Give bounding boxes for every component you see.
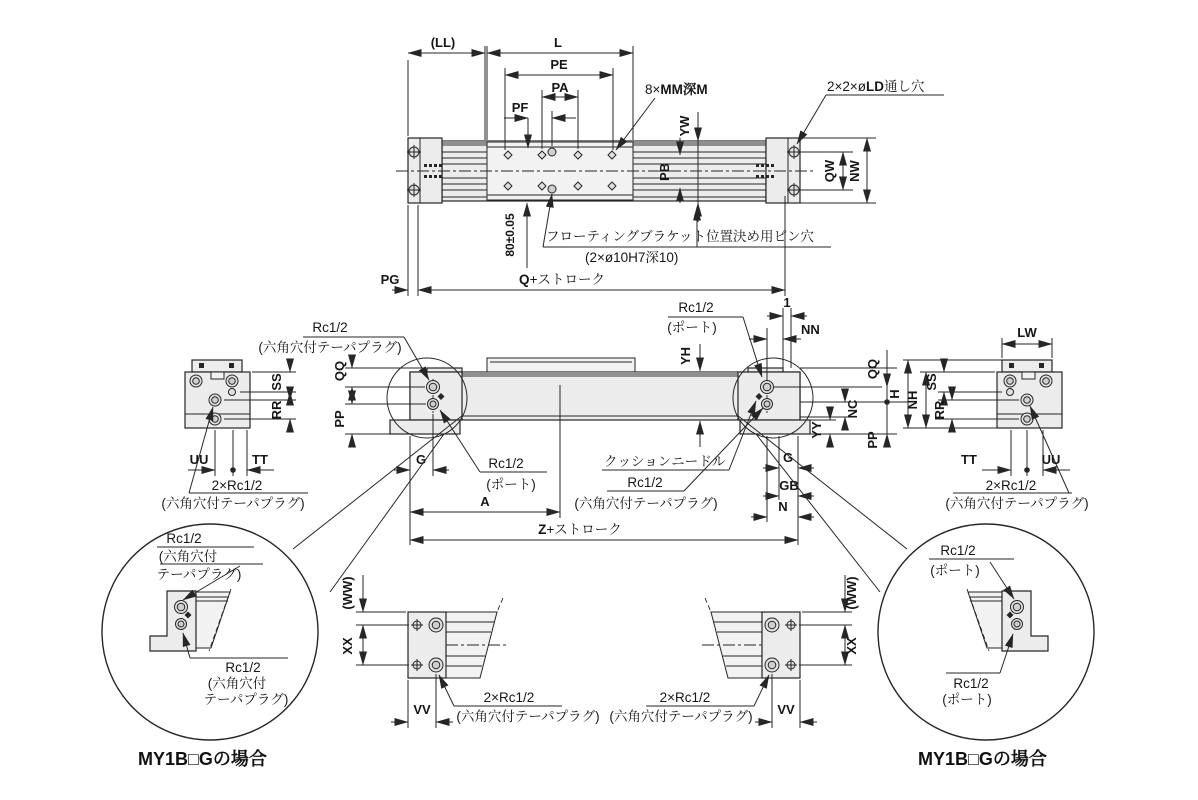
dim-label-ss-right: SS (924, 373, 939, 391)
pin-hole-label-line2: (2×ø10H7深10) (585, 250, 679, 265)
dim-label-1: 1 (783, 295, 791, 310)
detail-right-body-slice (968, 592, 1002, 648)
dim-label-h: H (887, 389, 902, 399)
plug-label-top-left-2: (六角穴付テーパプラグ) (258, 340, 402, 355)
dim-label-a: A (480, 494, 490, 509)
dim-label-z-stroke (538, 522, 622, 537)
dim-label-xx-right: XX (844, 637, 859, 655)
dim-label-g-right: G (782, 450, 794, 465)
detail-left-bottom-label-3: テーパプラグ) (203, 692, 289, 707)
detail-left-top-label-3: テーパプラグ) (156, 567, 242, 582)
detail-right-caption: MY1B□Gの場合 (918, 749, 1047, 769)
plug-label-top-left-1: Rc1/2 (312, 320, 348, 335)
dim-label-xx-left: XX (340, 637, 355, 655)
dim-label-vv-right: VV (777, 702, 795, 717)
dim-z-rest: +ストローク (546, 522, 622, 537)
bottom-right-view (609, 575, 859, 728)
dim-label-lw: LW (1017, 325, 1037, 340)
dim-label-qw: QW (822, 159, 837, 183)
dim-z-bold: Z (538, 522, 547, 537)
left-head-cover (410, 372, 462, 420)
detail-left-bottom-label-2: (六角穴付 (207, 676, 267, 691)
through-holes-code: LD (866, 79, 885, 94)
port-label-right-2: (ポート) (667, 320, 717, 335)
right-end-ports-label-1: 2×Rc1/2 (985, 478, 1037, 493)
dim-label-pp-left: PP (332, 410, 347, 428)
detail-right-bottom-label-1: Rc1/2 (953, 676, 989, 691)
right-head-cover (738, 372, 800, 420)
dim-label-q-stroke (519, 272, 605, 287)
body-break-left-lines (446, 598, 506, 666)
bottom-right-ports-label-2: (六角穴付テーパプラグ) (609, 709, 753, 724)
section-view (258, 295, 916, 545)
left-end-ports-label-2: (六角穴付テーパプラグ) (161, 496, 305, 511)
through-holes-suffix: 通し穴 (884, 79, 925, 94)
dim-label-pp-right: PP (865, 431, 880, 449)
detail-right-bracket (1002, 591, 1048, 651)
tapped-holes-label (645, 81, 708, 97)
bottom-right-ports-label-1: 2×Rc1/2 (659, 690, 711, 705)
detail-left-caption: MY1B□Gの場合 (138, 749, 267, 769)
dim-label-ss-left: SS (269, 373, 284, 391)
dim-label-tt-left: TT (252, 452, 268, 467)
dim-label-gb: GB (779, 478, 799, 493)
dim-label-vv-left: VV (413, 702, 431, 717)
right-head-step (748, 368, 783, 372)
dim-label-yy: YY (809, 421, 824, 439)
dim-label-nw: NW (847, 160, 862, 182)
dim-label-uu-right: UU (1041, 452, 1061, 467)
dim-label-ww-left: (WW) (340, 576, 355, 610)
right-foot (740, 420, 810, 434)
tapped-holes-label-code: MM深M (660, 82, 708, 97)
port-label-right-1: Rc1/2 (678, 300, 714, 315)
dim-label-tt-right: TT (961, 452, 977, 467)
left-foot (390, 420, 460, 434)
dim-label-pf: PF (511, 100, 529, 115)
detail-left-top-label-2: (六角穴付 (158, 549, 218, 564)
dim-q-bold: Q (519, 272, 530, 287)
detail-right-bottom-label-2: (ポート) (942, 692, 992, 707)
pin-hole-label-line1: フローティングブラケット位置決め用ピン穴 (546, 229, 814, 244)
dim-label-nn: NN (801, 322, 820, 337)
top-view (381, 35, 944, 296)
through-holes-prefix: 2×2×ø (827, 79, 867, 94)
bottom-left-ports-label-1: 2×Rc1/2 (483, 690, 535, 705)
dim-label-ll: (LL) (430, 35, 456, 50)
dim-q-rest: +ストローク (529, 272, 605, 287)
dim-label-ww-right: (WW) (844, 576, 859, 610)
dim-label-pa: PA (551, 80, 569, 95)
dim-label-pg: PG (380, 272, 400, 287)
left-end-ports-label-1: 2×Rc1/2 (211, 478, 263, 493)
tapped-holes-label-prefix: 8× (645, 82, 661, 97)
dim-label-rr-left: RR (269, 400, 284, 420)
dim-label-yw: YW (677, 115, 692, 137)
dim-label-80: 80±0.05 (503, 213, 517, 257)
dim-label-n: N (778, 499, 788, 514)
detail-view-right (878, 524, 1094, 769)
detail-right-top-label-1: Rc1/2 (940, 543, 976, 558)
dim-label-nc: NC (845, 399, 860, 419)
port-label-left-2: (ポート) (486, 477, 536, 492)
dim-label-l: L (554, 35, 562, 50)
plug-label-bottom-2: (六角穴付テーパプラグ) (574, 496, 718, 511)
plug-label-bottom-1: Rc1/2 (627, 475, 663, 490)
port-label-left-1: Rc1/2 (488, 456, 524, 471)
dim-label-qq-right: QQ (865, 358, 880, 380)
body-break-right-lines (702, 598, 762, 666)
dim-label-g-left: G (415, 452, 427, 467)
through-holes-label (827, 79, 925, 94)
dim-label-qq-left: QQ (332, 360, 347, 382)
right-end-view (887, 325, 1089, 511)
detail-left-bottom-label-1: Rc1/2 (225, 660, 261, 675)
dim-label-yh: YH (678, 346, 693, 366)
detail-right-top-label-2: (ポート) (930, 563, 980, 578)
dim-label-uu-left: UU (189, 452, 209, 467)
dim-label-rr-right: RR (932, 400, 947, 420)
detail-view-left (102, 524, 318, 769)
detail-left-body-slice (196, 592, 230, 648)
detail-left-top-label-1: Rc1/2 (166, 531, 202, 546)
dim-label-nh: NH (905, 390, 920, 410)
slider (487, 358, 635, 372)
bottom-left-view (340, 575, 600, 728)
cushion-needle-label: クッションニードル (604, 454, 726, 469)
dim-label-pb: PB (657, 162, 672, 182)
dim-label-pe: PE (550, 57, 568, 72)
right-end-ports-label-2: (六角穴付テーパプラグ) (945, 496, 1089, 511)
detail-left-bracket (150, 591, 196, 651)
left-end-view (161, 359, 308, 511)
bottom-left-ports-label-2: (六角穴付テーパプラグ) (456, 709, 600, 724)
